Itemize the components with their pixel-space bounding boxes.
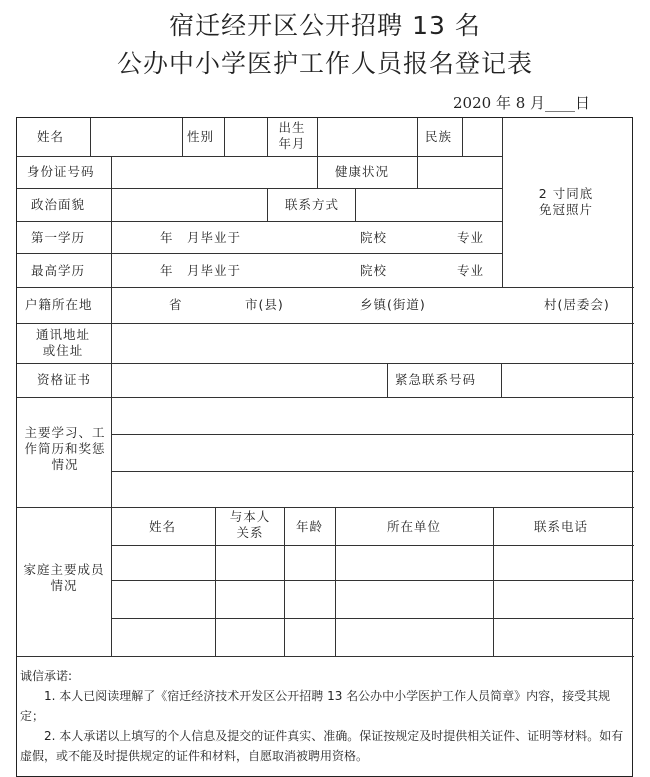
pledge-item-1: 1. 本人已阅读理解了《宿迁经济技术开发区公开招聘 13 名公办中小学医护工作人员简章》内容，接受其规定； xyxy=(20,689,611,723)
family-header-name: 姓名 xyxy=(149,519,177,534)
form-date: 2020 年 8 月____日 xyxy=(453,94,591,112)
grid-line xyxy=(17,323,634,324)
hukou-province: 省 xyxy=(169,297,183,312)
grid-line xyxy=(417,118,418,156)
household-registration-label: 户籍所在地 xyxy=(25,297,93,312)
grid-line xyxy=(502,118,503,287)
grid-line xyxy=(111,580,634,581)
hukou-village: 村(居委会) xyxy=(544,297,610,312)
grid-line xyxy=(501,363,502,397)
grid-line xyxy=(111,434,634,435)
first-degree-major: 专业 xyxy=(457,230,485,245)
grid-line xyxy=(111,618,634,619)
grid-line xyxy=(17,253,502,254)
first-degree-school: 院校 xyxy=(360,230,388,245)
family-members-label: 家庭主要成员情况 xyxy=(23,562,105,593)
grid-line xyxy=(317,156,318,188)
grid-line xyxy=(111,545,634,546)
ethnicity-label: 民族 xyxy=(425,129,453,144)
family-header-age: 年龄 xyxy=(296,519,324,534)
grid-line xyxy=(17,287,634,288)
highest-degree-label: 最高学历 xyxy=(31,263,86,278)
family-header-workplace: 所在单位 xyxy=(387,519,442,534)
address-label: 通讯地址 或住址 xyxy=(35,327,90,358)
grid-line xyxy=(267,188,268,221)
highest-degree-major: 专业 xyxy=(457,263,485,278)
family-header-phone: 联系电话 xyxy=(534,519,589,534)
grid-line xyxy=(284,507,285,656)
grid-line xyxy=(111,471,634,472)
health-status-label: 健康状况 xyxy=(335,164,390,179)
first-degree-label: 第一学历 xyxy=(31,230,86,245)
grid-line xyxy=(417,156,418,188)
name-label: 姓名 xyxy=(37,129,65,144)
first-degree-year: 年 xyxy=(160,230,174,245)
form-title-line1: 宿迁经开区公开招聘 13 名 xyxy=(169,11,481,40)
pledge-title: 诚信承诺: xyxy=(20,669,73,683)
grid-line xyxy=(17,188,502,189)
grid-line xyxy=(462,118,463,156)
birth-date-label: 出生 年月 xyxy=(278,120,306,151)
grid-line xyxy=(387,363,388,397)
grid-line xyxy=(335,507,336,656)
form-title-line2: 公办中小学医护工作人员报名登记表 xyxy=(116,49,533,78)
grid-line xyxy=(17,397,634,398)
grid-line xyxy=(493,507,494,656)
hukou-city: 市(县) xyxy=(245,297,284,312)
grid-line xyxy=(317,118,318,156)
certificate-label: 资格证书 xyxy=(37,372,92,387)
grid-line xyxy=(17,363,634,364)
highest-degree-school: 院校 xyxy=(360,263,388,278)
emergency-contact-label: 紧急联系号码 xyxy=(395,372,477,387)
pledge-item-2: 2. 本人承诺以上填写的个人信息及提交的证件真实、准确。保证按规定及时提供相关证件、证明等材料。如有虚假，或不能及时提供规定的证件和材料，自愿取消被聘用资格。 xyxy=(20,729,624,763)
highest-degree-year: 年 xyxy=(160,263,174,278)
grid-line xyxy=(17,221,502,222)
grid-line xyxy=(182,118,183,156)
grid-line xyxy=(17,156,502,157)
photo-placeholder: 2 寸同底 免冠照片 xyxy=(538,186,594,217)
highest-degree-graduated: 月毕业于 xyxy=(187,263,242,278)
hukou-town: 乡镇(街道) xyxy=(360,297,426,312)
grid-line xyxy=(215,507,216,656)
grid-line xyxy=(267,118,268,156)
resume-label: 主要学习、工作简历和奖惩情况 xyxy=(24,425,106,472)
grid-line xyxy=(224,118,225,156)
grid-line xyxy=(355,188,356,221)
id-number-label: 身份证号码 xyxy=(27,164,95,179)
grid-line xyxy=(17,656,634,657)
first-degree-graduated: 月毕业于 xyxy=(187,230,242,245)
contact-label: 联系方式 xyxy=(285,197,340,212)
gender-label: 性别 xyxy=(187,129,215,144)
grid-line xyxy=(111,156,112,656)
integrity-pledge xyxy=(20,666,632,766)
grid-line xyxy=(17,507,634,508)
political-status-label: 政治面貌 xyxy=(31,197,86,212)
family-header-relation: 与本人 关系 xyxy=(229,509,271,540)
grid-line xyxy=(90,118,91,156)
